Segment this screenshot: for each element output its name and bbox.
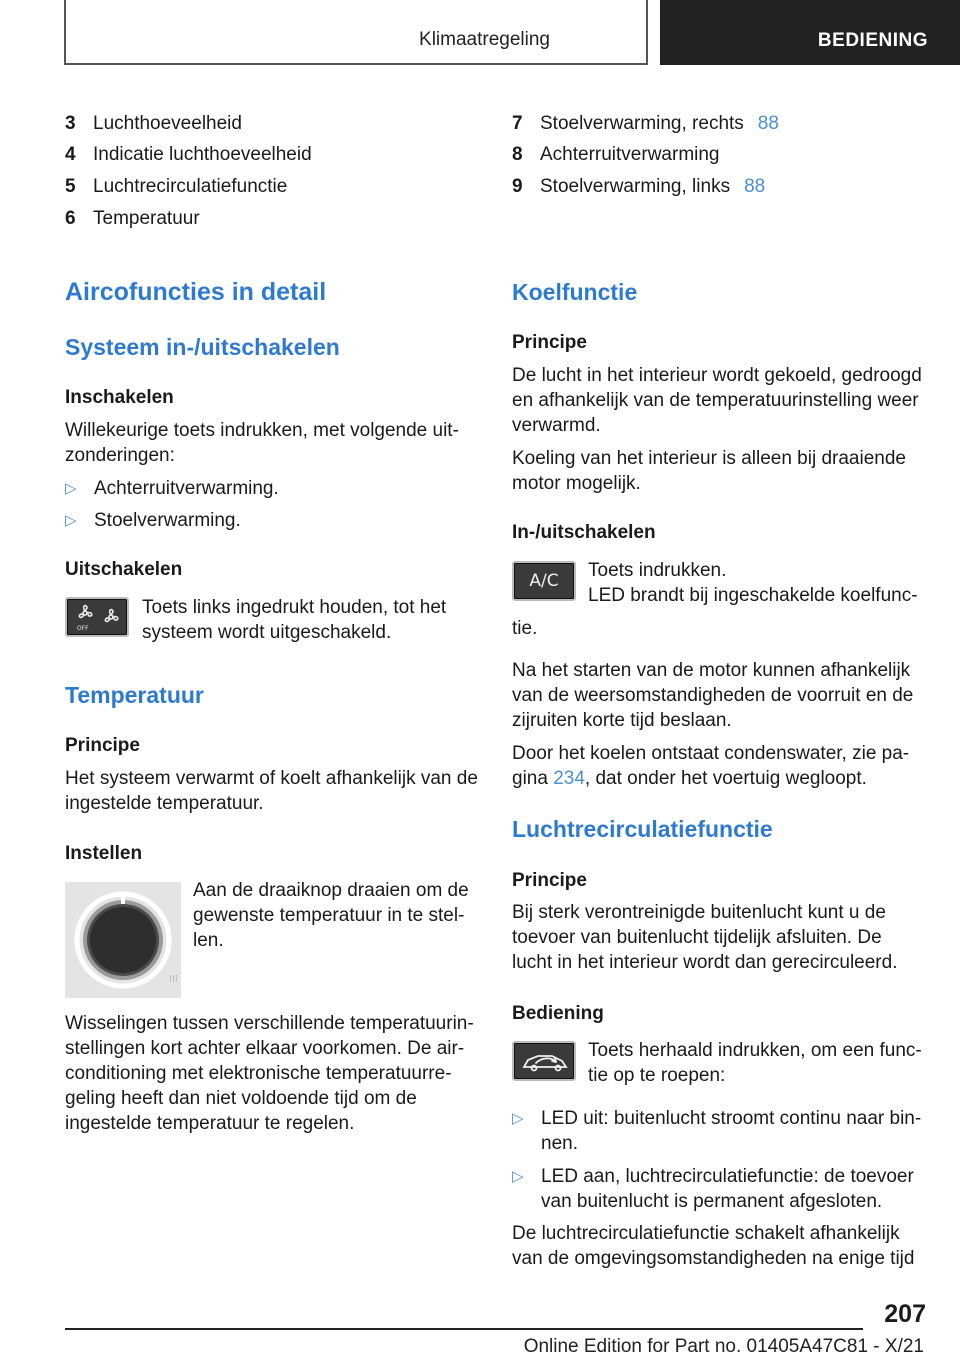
chapter-title: BEDIENING [817,30,928,51]
legend-number: 9 [512,176,523,197]
subheading-principe: Principe [65,735,140,756]
paragraph-inschakelen [65,418,485,468]
legend-number: 3 [65,113,76,134]
ac-button-label: A/C [529,571,559,591]
paragraph-wisselingen [65,1011,485,1136]
text-fragment: gina [512,768,554,789]
legend-number: 6 [65,208,76,229]
footer-rule [65,1328,863,1330]
legend-label: Stoelverwarming, links [540,176,731,197]
recirc-glyph [514,1043,574,1079]
bullet-item [512,1164,932,1216]
paragraph-koeling-motor [512,446,932,496]
svg-text:III: III [169,974,178,985]
text-line [512,766,932,791]
ac-button-icon [512,561,576,601]
text-line: Toets herhaald indrukken, om een func- [588,1040,922,1061]
text-line: motor mogelijk. [512,473,641,494]
text-line: LED brandt bij ingeschakelde koelfunc- [588,585,918,606]
text-line: LED aan, luchtrecirculatiefunctie: de toevoer [541,1166,914,1187]
page-reference-link[interactable]: 88 [757,113,779,134]
text-line: Willekeurige toets indrukken, met volgende uit- [65,420,459,441]
page-header [0,0,960,66]
text-line: lucht in het interieur wordt dan gerecirculeerd. [512,952,898,973]
text-line: Wisselingen tussen verschillende temperatuurin- [65,1013,474,1034]
knob-glyph [65,882,181,998]
subheading-bediening: Bediening [512,1003,604,1024]
temperature-knob-icon [65,882,181,998]
paragraph-beslaan [512,658,932,733]
bullet-text: Achterruitverwarming. [94,478,279,499]
legend-text: Indicatie luchthoeveelheid [93,144,312,165]
text-line: tie. [512,618,538,639]
subheading-inschakelen: Inschakelen [65,387,174,408]
legend-text [540,175,765,199]
legend-text: Luchthoeveelheid [93,113,242,134]
svg-text:OFF: OFF [77,625,89,632]
subheading-in-uitschakelen: In-/uitschakelen [512,522,656,543]
header-section-box [64,0,648,65]
page-number: 207 [884,1300,926,1328]
section-title: Klimaatregeling [419,29,550,50]
text-line: ingestelde temperatuur. [65,793,264,814]
legend-text: Luchtrecirculatiefunctie [93,176,288,197]
text-line: geling heeft dan niet voldoende tijd om de [65,1088,417,1109]
text-line: ingestelde temperatuur te regelen. [65,1113,355,1134]
paragraph-principe [65,766,485,816]
text-line: conditioning met elektronische temperatuurre- [65,1063,452,1084]
paragraph-instellen [193,878,485,953]
legend-number: 8 [512,144,523,165]
bullet-text [541,1164,931,1214]
legend-number: 5 [65,176,76,197]
heading-luchtrecirculatiefunctie: Luchtrecirculatiefunctie [512,816,773,842]
bullet-item [65,476,485,501]
heading-koelfunctie: Koelfunctie [512,279,638,305]
text-line: De lucht in het interieur wordt gekoeld, gedroogd [512,365,922,386]
text-line: en afhankelijk van de temperatuurinstelling weer [512,390,919,411]
heading-temperatuur: Temperatuur [65,682,204,708]
fan-off-button-icon [65,597,129,637]
triangle-right-icon: ▷ [65,480,77,497]
bullet-text [541,1106,931,1156]
bullet-item [512,1106,932,1158]
text-line: Toets links ingedrukt houden, tot het [142,597,447,618]
paragraph-recirc-principe [512,900,932,975]
text-line: Aan de draaiknop draaien om de [193,880,469,901]
heading-systeem: Systeem in-/uitschakelen [65,334,340,360]
text-line: Het systeem verwarmt of koelt afhankelijk van de [65,768,478,789]
legend-text: Achterruitverwarming [540,144,720,165]
chapter-tab [660,0,960,65]
legend-text [540,112,779,136]
subheading-principe: Principe [512,332,587,353]
paragraph-ac-top [588,558,932,608]
text-line: Na het starten van de motor kunnen afhankelijk [512,660,911,681]
text-fragment: , dat onder het voertuig wegloopt. [584,768,867,789]
text-line: systeem wordt uitgeschakeld. [142,622,392,643]
bullet-text: Stoelverwarming. [94,510,241,531]
text-line: van de omgevingsomstandigheden na enige tijd [512,1248,915,1269]
text-line: toevoer van buitenlucht tijdelijk afsluiten. De [512,927,882,948]
text-line: gewenste temperatuur in te stel- [193,905,465,926]
bullet-item [65,508,485,533]
paragraph-uitschakelen [142,595,482,645]
text-line: van de weersomstandigheden de voorruit en de [512,685,914,706]
paragraph-condenswater [512,741,932,791]
text-line: LED uit: buitenlucht stroomt continu naar bin- [541,1108,922,1129]
footer-edition: Online Edition for Part no. 01405A47C81 - X/21 [523,1336,924,1357]
subheading-uitschakelen: Uitschakelen [65,559,183,580]
fan-off-glyph [67,599,127,635]
text-line: stellingen kort achter elkaar voorkomen. De air- [65,1038,465,1059]
car-recirculation-icon [512,1041,576,1081]
text-line: tie op te roepen: [588,1065,726,1086]
paragraph-bediening [588,1038,932,1088]
text-line: van buitenlucht is permanent afgesloten. [541,1191,883,1212]
paragraph-koel-principe [512,363,932,438]
text-line: len. [193,930,224,951]
text-line: Toets indrukken. [588,560,727,581]
page-reference-link[interactable]: 234 [553,768,585,789]
paragraph-ac-bottom [512,616,932,641]
text-line: nen. [541,1133,578,1154]
heading-aircofuncties: Aircofuncties in detail [65,278,327,306]
paragraph-schakelt [512,1221,932,1271]
page-reference-link[interactable]: 88 [744,176,766,197]
text-line: verwarmd. [512,415,601,436]
subheading-principe: Principe [512,870,587,891]
triangle-right-icon: ▷ [65,512,77,529]
triangle-right-icon: ▷ [512,1110,524,1127]
triangle-right-icon: ▷ [512,1168,524,1185]
legend-number: 4 [65,144,76,165]
text-line: zijruiten korte tijd beslaan. [512,710,732,731]
legend-text: Temperatuur [93,208,200,229]
subheading-instellen: Instellen [65,843,143,864]
text-line: De luchtrecirculatiefunctie schakelt afhankelijk [512,1223,900,1244]
text-line: Bij sterk verontreinigde buitenlucht kunt u de [512,902,886,923]
text-line: Door het koelen ontstaat condenswater, zie pa- [512,743,910,764]
legend-label: Stoelverwarming, rechts [540,113,744,134]
legend-number: 7 [512,113,523,134]
text-line: Koeling van het interieur is alleen bij draaiende [512,448,906,469]
text-line: zonderingen: [65,445,175,466]
